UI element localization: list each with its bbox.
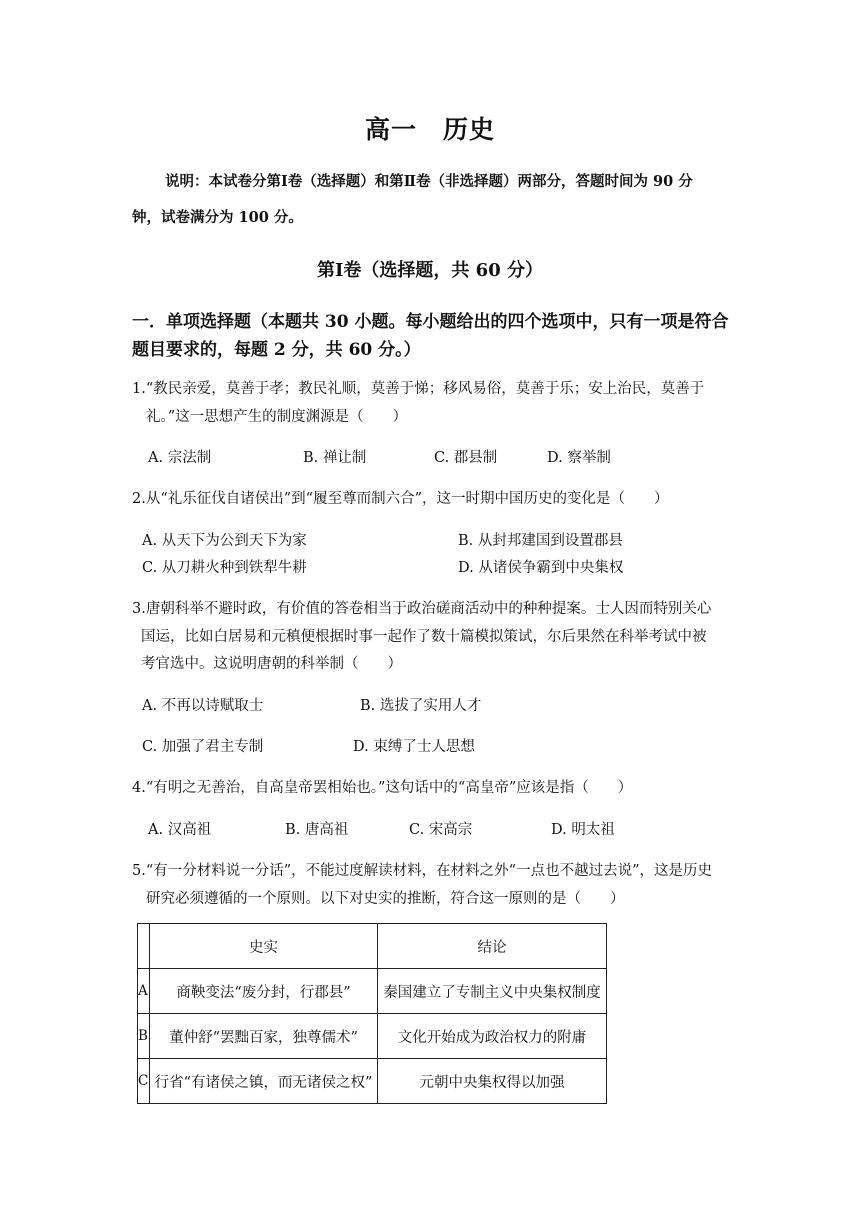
question-4-option-b: B. 唐高祖 <box>285 822 349 838</box>
question-2-option-b: B. 从封邦建国到设置郡县 <box>458 533 623 549</box>
question-3-option-b: B. 选拔了实用人才 <box>360 698 482 714</box>
question-5-line-2: 研究必须遵循的一个原则。以下对史实的推断，符合这一原则的是（ ） <box>146 891 625 907</box>
instructions-line-2: 钟，试卷满分为 100 分。 <box>132 209 303 226</box>
table-cell-option: A <box>138 969 150 1014</box>
table-row <box>138 1059 607 1104</box>
table-row <box>138 1014 607 1059</box>
question-3-option-d: D. 束缚了士人思想 <box>353 739 475 755</box>
table-cell-conclusion: 秦国建立了专制主义中央集权制度 <box>378 969 607 1014</box>
instructions-line-1: 说明：本试卷分第Ⅰ卷（选择题）和第Ⅱ卷（非选择题）两部分，答题时间为 90 分 <box>165 173 693 190</box>
question-3-option-a: A. 不再以诗赋取士 <box>142 698 264 714</box>
part-heading-line-1: 一．单项选择题（本题共 30 小题。每小题给出的四个选项中，只有一项是符合 <box>132 312 729 332</box>
table-header-cell: 结论 <box>378 924 607 969</box>
table-cell-conclusion: 元朝中央集权得以加强 <box>378 1059 607 1104</box>
question-4-line-1: 4.“有明之无善治，自高皇帝罢相始也。”这句话中的“高皇帝”应该是指（ ） <box>132 780 633 796</box>
question-5-table <box>137 923 607 1104</box>
table-header-row <box>138 924 607 969</box>
table-row <box>138 969 607 1014</box>
table-header-cell <box>138 924 150 969</box>
question-1-option-b: B. 禅让制 <box>303 450 367 466</box>
table-header-cell: 史实 <box>150 924 378 969</box>
question-1-option-d: D. 察举制 <box>547 450 611 466</box>
question-5-line-1: 5.“有一分材料说一分话”，不能过度解读材料，在材料之外“一点也不越过去说”，这是历史 <box>132 863 712 879</box>
question-2-option-d: D. 从诸侯争霸到中央集权 <box>458 560 624 576</box>
question-1-line-2: 礼。”这一思想产生的制度渊源是（ ） <box>146 409 408 425</box>
question-4-option-a: A. 汉高祖 <box>148 822 212 838</box>
question-3-line-1: 3.唐朝科举不避时政，有价值的答卷相当于政治磋商活动中的种种提案。士人因而特别关心 <box>132 601 712 617</box>
question-3-option-c: C. 加强了君主专制 <box>142 739 264 755</box>
table-cell-conclusion: 文化开始成为政治权力的附庸 <box>378 1014 607 1059</box>
question-1-line-1: 1.“教民亲爱，莫善于孝；教民礼顺，莫善于悌；移风易俗，莫善于乐；安上治民，莫善于 <box>132 381 705 397</box>
table-cell-fact: 行省“有诸侯之镇，而无诸侯之权” <box>150 1059 378 1104</box>
question-1-option-a: A. 宗法制 <box>148 450 212 466</box>
section-title: 第Ⅰ卷（选择题，共 60 分） <box>316 260 543 281</box>
table-cell-option: B <box>138 1014 150 1059</box>
table-cell-option: C <box>138 1059 150 1104</box>
question-2-option-c: C. 从刀耕火种到铁犁牛耕 <box>142 560 307 576</box>
question-3-line-2: 国运，比如白居易和元稹便根据时事一起作了数十篇模拟策试，尔后果然在科举考试中被 <box>141 629 707 645</box>
question-2-line-1: 2.从“礼乐征伐自诸侯出”到“履至尊而制六合”，这一时期中国历史的变化是（ ） <box>132 491 669 507</box>
question-4-option-d: D. 明太祖 <box>551 822 615 838</box>
table-cell-fact: 商鞅变法“废分封，行郡县” <box>150 969 378 1014</box>
question-4-option-c: C. 宋高宗 <box>409 822 473 838</box>
question-2-option-a: A. 从天下为公到天下为家 <box>142 533 307 549</box>
page-title: 高一 历史 <box>364 115 495 144</box>
table-cell-fact: 董仲舒“罢黜百家，独尊儒术” <box>150 1014 378 1059</box>
question-1-option-c: C. 郡县制 <box>434 450 498 466</box>
part-heading-line-2: 题目要求的，每题 2 分，共 60 分。） <box>132 340 421 360</box>
question-3-line-3: 考官选中。这说明唐朝的科举制（ ） <box>141 656 402 672</box>
